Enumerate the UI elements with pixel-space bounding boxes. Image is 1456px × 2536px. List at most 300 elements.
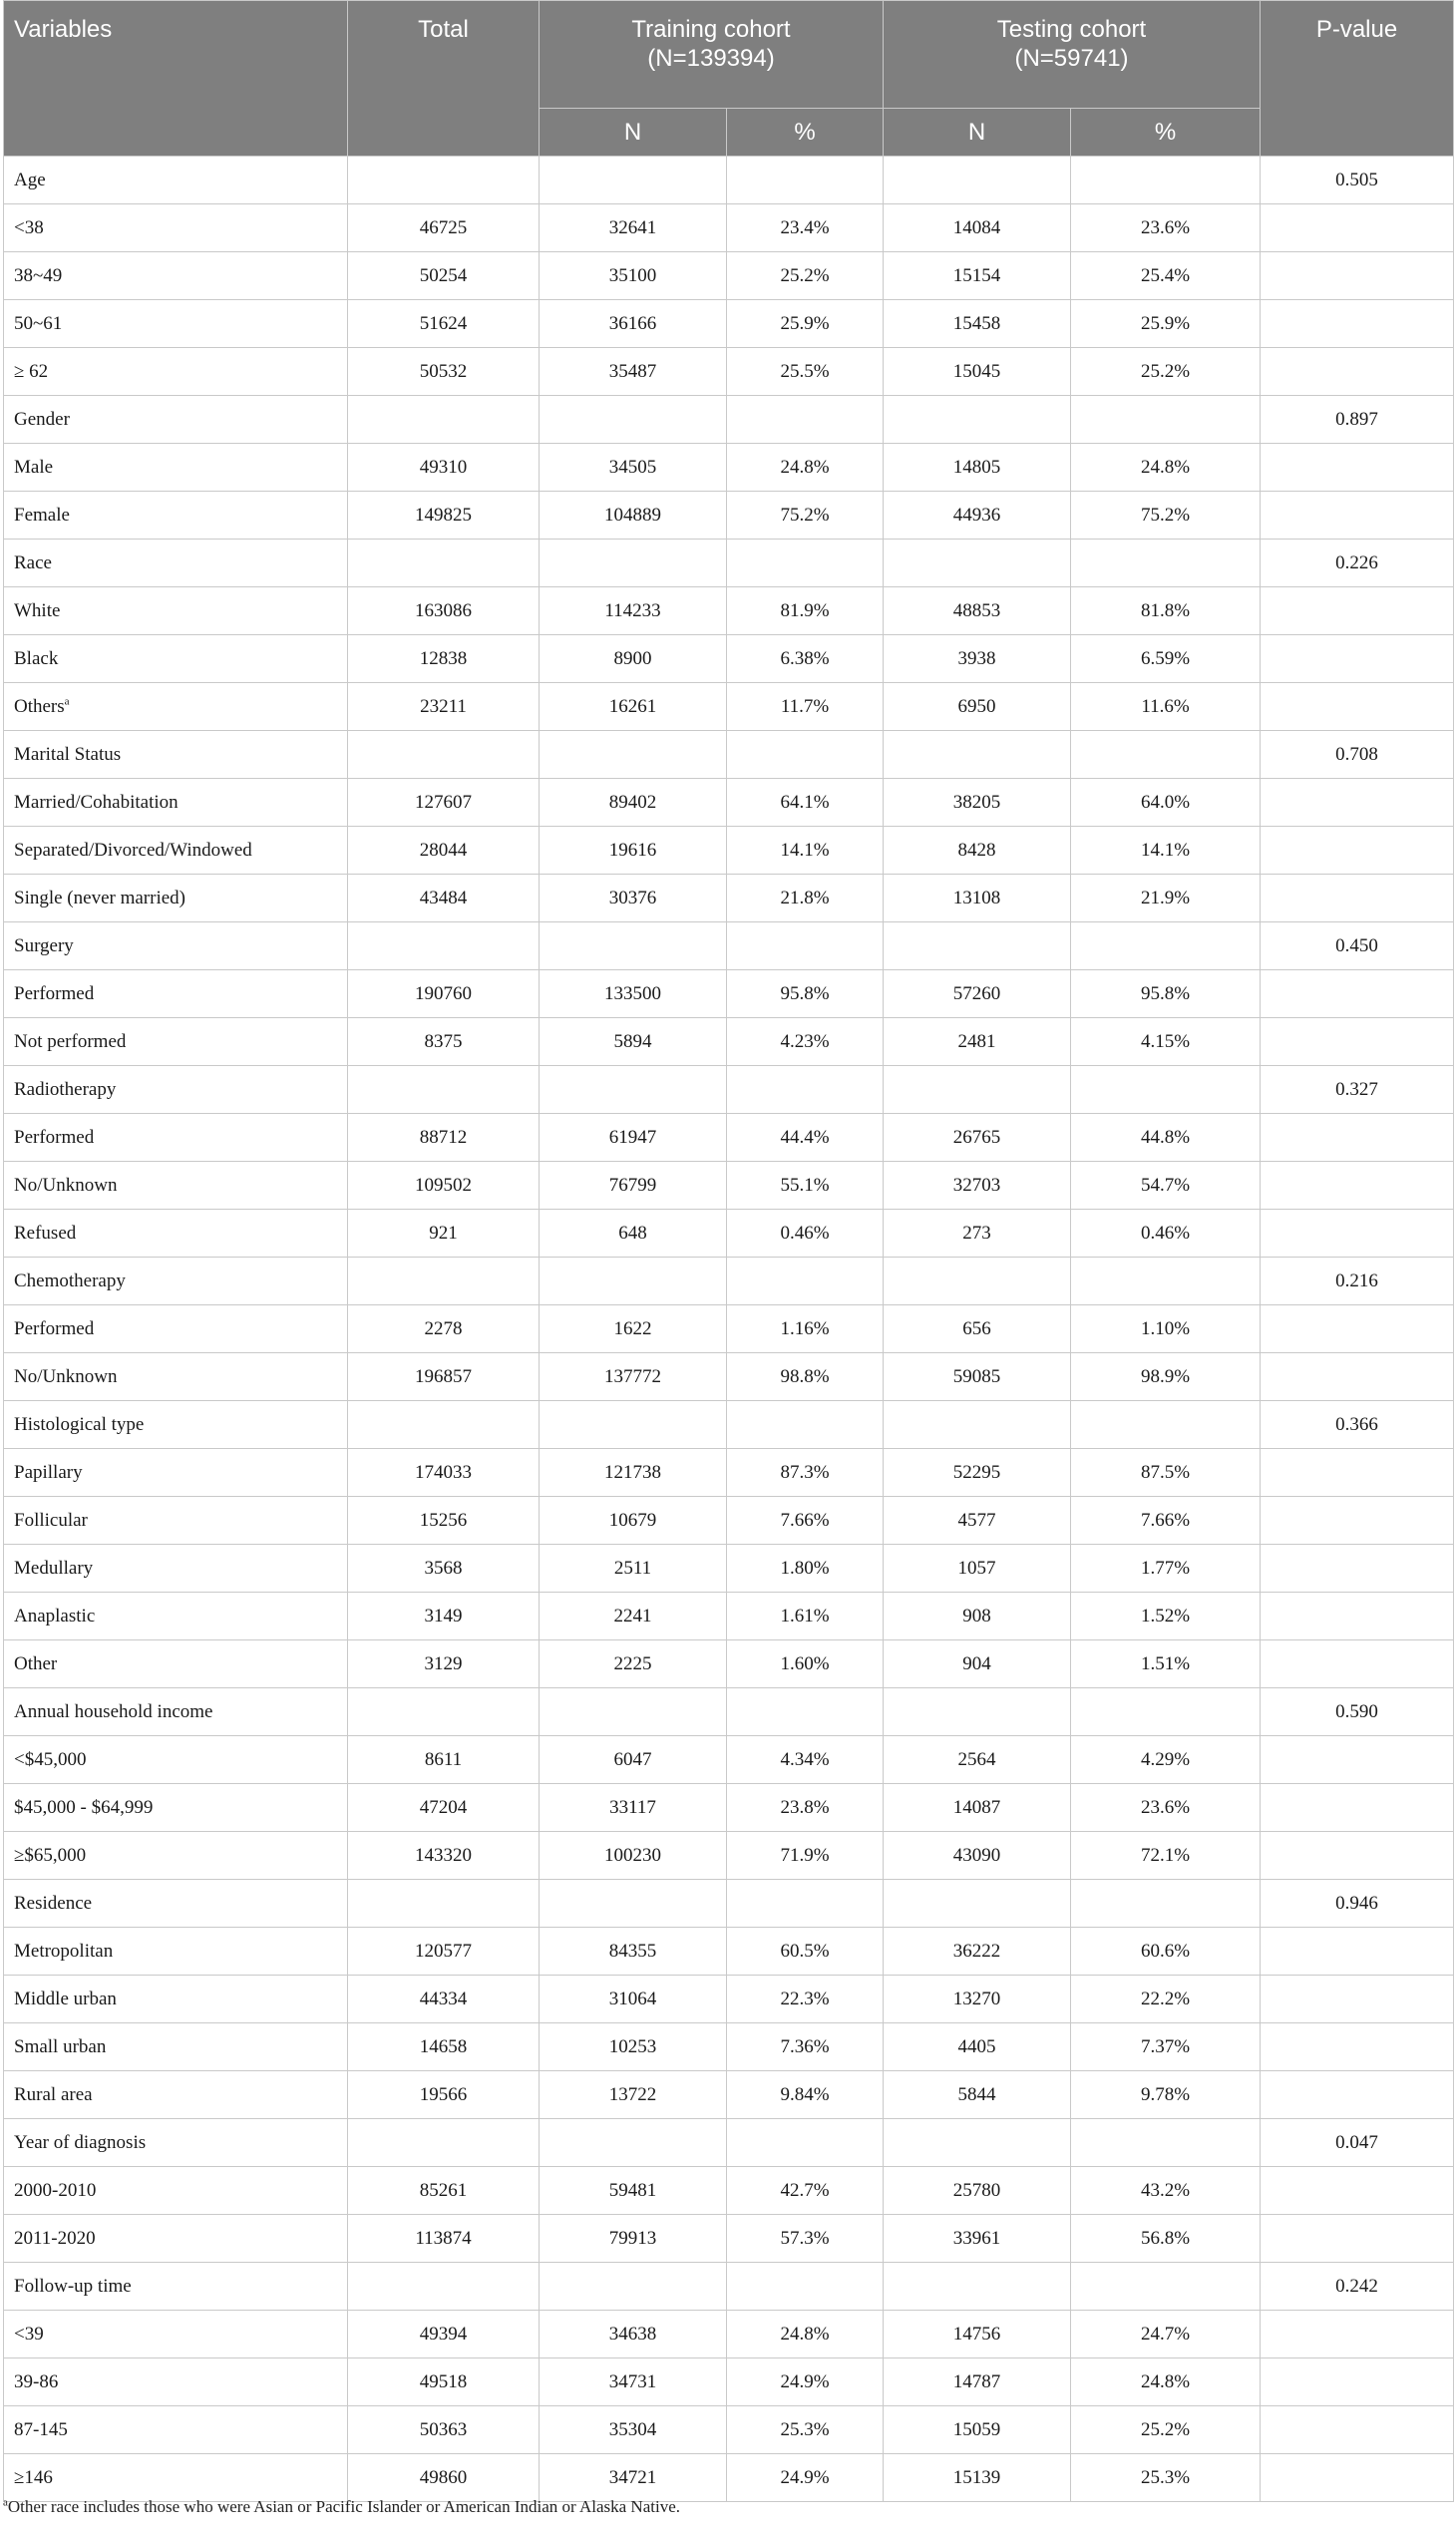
total-cell: 49860: [348, 2454, 540, 2502]
footnote-marker: a: [3, 2496, 8, 2509]
row-label: [4, 1018, 348, 1066]
testing-pct-cell: 21.9%: [1071, 875, 1261, 922]
training-pct-cell: [727, 1880, 884, 1928]
row-label: [4, 2454, 348, 2502]
row-label: [4, 2358, 348, 2406]
training-n-cell: 30376: [540, 875, 727, 922]
category-label: [4, 2119, 348, 2167]
category-row: [4, 396, 1454, 444]
training-pct-cell: 7.36%: [727, 2023, 884, 2071]
testing-n-cell: 52295: [884, 1449, 1071, 1497]
table-row: [4, 1784, 1454, 1832]
table-row: [4, 1640, 1454, 1688]
row-label: [4, 2167, 348, 2215]
total-cell: 113874: [348, 2215, 540, 2263]
testing-n-cell: [884, 1401, 1071, 1449]
testing-pct-cell: [1071, 1066, 1261, 1114]
training-pct-cell: 81.9%: [727, 587, 884, 635]
p-value-cell: [1261, 252, 1454, 300]
row-label-text: Rural area: [14, 2083, 93, 2105]
testing-pct-cell: 81.8%: [1071, 587, 1261, 635]
table-row: [4, 2358, 1454, 2406]
testing-n-cell: [884, 731, 1071, 779]
testing-pct-cell: 7.37%: [1071, 2023, 1261, 2071]
training-pct-cell: 24.8%: [727, 444, 884, 492]
table-row: [4, 1928, 1454, 1976]
row-label-text: Performed: [14, 1317, 95, 1339]
training-n-cell: 34638: [540, 2311, 727, 2358]
category-row: [4, 1688, 1454, 1736]
row-label: [4, 587, 348, 635]
testing-pct-cell: 24.8%: [1071, 2358, 1261, 2406]
training-pct-cell: 0.46%: [727, 1210, 884, 1258]
training-pct-cell: [727, 2119, 884, 2167]
testing-pct-cell: [1071, 1401, 1261, 1449]
training-n-cell: [540, 540, 727, 587]
p-value-cell: [1261, 2311, 1454, 2358]
row-label-text: 2000-2010: [14, 2179, 97, 2201]
row-label-text: Annual household income: [14, 1700, 213, 1722]
table-row: [4, 2311, 1454, 2358]
row-label: [4, 444, 348, 492]
category-label: [4, 396, 348, 444]
testing-n-cell: 25780: [884, 2167, 1071, 2215]
row-label: [4, 1114, 348, 1162]
testing-n-cell: 15139: [884, 2454, 1071, 2502]
training-pct-cell: 64.1%: [727, 779, 884, 827]
p-value-cell: [1261, 1976, 1454, 2023]
testing-n-cell: 14787: [884, 2358, 1071, 2406]
testing-pct-cell: 72.1%: [1071, 1832, 1261, 1880]
training-pct-cell: [727, 396, 884, 444]
header-p-value: P-value: [1261, 1, 1454, 157]
testing-pct-cell: 1.10%: [1071, 1305, 1261, 1353]
training-n-cell: 35487: [540, 348, 727, 396]
table-row: [4, 1353, 1454, 1401]
testing-n-cell: 13270: [884, 1976, 1071, 2023]
training-n-cell: [540, 1688, 727, 1736]
testing-n-cell: 2481: [884, 1018, 1071, 1066]
training-pct-cell: 7.66%: [727, 1497, 884, 1545]
testing-n-cell: 36222: [884, 1928, 1071, 1976]
header-training-pct: %: [727, 109, 884, 157]
row-label-text: $45,000 - $64,999: [14, 1796, 154, 1818]
row-label-text: Married/Cohabitation: [14, 791, 179, 813]
total-cell: 174033: [348, 1449, 540, 1497]
training-pct-cell: 95.8%: [727, 970, 884, 1018]
table-row: [4, 1736, 1454, 1784]
row-label: [4, 1545, 348, 1593]
cohort-characteristics-table: [3, 0, 1454, 2502]
table-row: [4, 1593, 1454, 1640]
testing-pct-cell: 14.1%: [1071, 827, 1261, 875]
testing-pct-cell: [1071, 396, 1261, 444]
p-value-cell: 0.505: [1261, 157, 1454, 204]
row-label-text: Marital Status: [14, 743, 122, 765]
table-row: [4, 1114, 1454, 1162]
row-label-text: Follow-up time: [14, 2275, 132, 2297]
row-label-text: Separated/Divorced/Windowed: [14, 839, 252, 861]
row-label-text: Year of diagnosis: [14, 2131, 147, 2153]
p-value-cell: [1261, 2167, 1454, 2215]
row-label-text: Radiotherapy: [14, 1078, 117, 1100]
testing-n-cell: 904: [884, 1640, 1071, 1688]
testing-n-cell: 33961: [884, 2215, 1071, 2263]
table-row: [4, 2167, 1454, 2215]
testing-n-cell: [884, 1688, 1071, 1736]
row-label-text: ≥146: [14, 2466, 53, 2488]
training-n-cell: 32641: [540, 204, 727, 252]
training-n-cell: 121738: [540, 1449, 727, 1497]
table-row: [4, 1162, 1454, 1210]
row-label-text: Gender: [14, 408, 70, 430]
row-label-text: Not performed: [14, 1030, 127, 1052]
p-value-cell: [1261, 1784, 1454, 1832]
total-cell: 163086: [348, 587, 540, 635]
row-label: [4, 2023, 348, 2071]
header-training-cohort: [540, 1, 884, 109]
category-row: [4, 1401, 1454, 1449]
table-row: [4, 875, 1454, 922]
testing-n-cell: 15154: [884, 252, 1071, 300]
training-n-cell: 2225: [540, 1640, 727, 1688]
total-cell: [348, 1401, 540, 1449]
total-cell: 109502: [348, 1162, 540, 1210]
total-cell: [348, 731, 540, 779]
testing-pct-cell: 1.77%: [1071, 1545, 1261, 1593]
table-row: [4, 779, 1454, 827]
training-pct-cell: 11.7%: [727, 683, 884, 731]
testing-pct-cell: 56.8%: [1071, 2215, 1261, 2263]
training-n-cell: 10679: [540, 1497, 727, 1545]
row-label-text: 87-145: [14, 2418, 68, 2440]
testing-n-cell: 43090: [884, 1832, 1071, 1880]
category-label: [4, 1066, 348, 1114]
testing-pct-cell: [1071, 1880, 1261, 1928]
testing-n-cell: [884, 2119, 1071, 2167]
p-value-cell: [1261, 827, 1454, 875]
row-label: [4, 1162, 348, 1210]
row-label: [4, 2311, 348, 2358]
p-value-cell: [1261, 1018, 1454, 1066]
testing-pct-cell: 24.7%: [1071, 2311, 1261, 2358]
row-label-text: Single (never married): [14, 887, 185, 908]
total-cell: 143320: [348, 1832, 540, 1880]
p-value-cell: [1261, 1928, 1454, 1976]
table-row: [4, 492, 1454, 540]
training-pct-cell: 44.4%: [727, 1114, 884, 1162]
row-label-text: No/Unknown: [14, 1365, 118, 1387]
total-cell: 47204: [348, 1784, 540, 1832]
row-label: [4, 1832, 348, 1880]
row-label-text: White: [14, 599, 61, 621]
p-value-cell: [1261, 1593, 1454, 1640]
total-cell: 15256: [348, 1497, 540, 1545]
row-label: [4, 1497, 348, 1545]
row-label-text: Female: [14, 504, 70, 526]
testing-n-cell: 57260: [884, 970, 1071, 1018]
training-n-cell: 10253: [540, 2023, 727, 2071]
p-value-cell: [1261, 587, 1454, 635]
row-label: [4, 2406, 348, 2454]
p-value-cell: [1261, 970, 1454, 1018]
testing-pct-cell: 22.2%: [1071, 1976, 1261, 2023]
training-pct-cell: 23.8%: [727, 1784, 884, 1832]
training-n-cell: [540, 922, 727, 970]
testing-n-cell: 26765: [884, 1114, 1071, 1162]
table-row: [4, 252, 1454, 300]
training-cohort-title: Training cohort: [631, 16, 791, 43]
p-value-cell: [1261, 779, 1454, 827]
table-row: [4, 1545, 1454, 1593]
testing-n-cell: 4577: [884, 1497, 1071, 1545]
total-cell: 14658: [348, 2023, 540, 2071]
category-row: [4, 2263, 1454, 2311]
total-cell: [348, 1066, 540, 1114]
table-header: [4, 1, 1454, 157]
training-n-cell: 137772: [540, 1353, 727, 1401]
row-label-text: Middle urban: [14, 1988, 117, 2009]
training-pct-cell: [727, 1401, 884, 1449]
table-row: [4, 587, 1454, 635]
training-pct-cell: [727, 2263, 884, 2311]
training-pct-cell: 71.9%: [727, 1832, 884, 1880]
table-row: [4, 970, 1454, 1018]
row-label-text: Medullary: [14, 1557, 94, 1579]
testing-pct-cell: 7.66%: [1071, 1497, 1261, 1545]
table-row: [4, 2454, 1454, 2502]
row-label: [4, 2071, 348, 2119]
header-total: Total: [348, 1, 540, 157]
testing-n-cell: 908: [884, 1593, 1071, 1640]
category-label: [4, 1880, 348, 1928]
training-pct-cell: 25.2%: [727, 252, 884, 300]
training-n-cell: [540, 1066, 727, 1114]
training-pct-cell: [727, 922, 884, 970]
row-label: [4, 875, 348, 922]
testing-pct-cell: 98.9%: [1071, 1353, 1261, 1401]
training-n-cell: 5894: [540, 1018, 727, 1066]
row-label-text: <39: [14, 2323, 44, 2345]
testing-pct-cell: [1071, 2119, 1261, 2167]
testing-pct-cell: 43.2%: [1071, 2167, 1261, 2215]
testing-pct-cell: [1071, 922, 1261, 970]
training-pct-cell: 42.7%: [727, 2167, 884, 2215]
training-pct-cell: 87.3%: [727, 1449, 884, 1497]
p-value-cell: [1261, 2023, 1454, 2071]
testing-pct-cell: 23.6%: [1071, 204, 1261, 252]
testing-n-cell: [884, 540, 1071, 587]
training-pct-cell: 14.1%: [727, 827, 884, 875]
training-pct-cell: 22.3%: [727, 1976, 884, 2023]
total-cell: 50363: [348, 2406, 540, 2454]
p-value-cell: 0.327: [1261, 1066, 1454, 1114]
training-pct-cell: [727, 1258, 884, 1305]
p-value-cell: [1261, 1353, 1454, 1401]
footnote-marker: a: [64, 695, 70, 708]
p-value-cell: 0.242: [1261, 2263, 1454, 2311]
footnote-text: Other race includes those who were Asian or Pacific Islander or American Indian or Alaska Native.: [7, 2497, 680, 2516]
training-pct-cell: 25.3%: [727, 2406, 884, 2454]
training-n-cell: [540, 157, 727, 204]
testing-pct-cell: 25.2%: [1071, 348, 1261, 396]
testing-n-cell: [884, 1066, 1071, 1114]
table-row: [4, 2215, 1454, 2263]
total-cell: 23211: [348, 683, 540, 731]
p-value-cell: [1261, 1736, 1454, 1784]
training-n-cell: 2241: [540, 1593, 727, 1640]
testing-pct-cell: [1071, 540, 1261, 587]
training-cohort-n: (N=139394): [647, 45, 775, 72]
category-label: [4, 731, 348, 779]
table-row: [4, 2406, 1454, 2454]
training-n-cell: 84355: [540, 1928, 727, 1976]
testing-n-cell: 5844: [884, 2071, 1071, 2119]
row-label-text: Follicular: [14, 1509, 88, 1531]
p-value-cell: 0.216: [1261, 1258, 1454, 1305]
category-row: [4, 157, 1454, 204]
training-pct-cell: 24.9%: [727, 2454, 884, 2502]
training-n-cell: [540, 1880, 727, 1928]
testing-pct-cell: 4.29%: [1071, 1736, 1261, 1784]
total-cell: [348, 922, 540, 970]
row-label-text: ≥ 62: [14, 360, 49, 382]
training-n-cell: 6047: [540, 1736, 727, 1784]
row-label-text: 50~61: [14, 312, 63, 334]
total-cell: [348, 1258, 540, 1305]
testing-n-cell: 656: [884, 1305, 1071, 1353]
row-label: [4, 1449, 348, 1497]
training-pct-cell: 25.5%: [727, 348, 884, 396]
testing-n-cell: 6950: [884, 683, 1071, 731]
training-pct-cell: [727, 540, 884, 587]
training-pct-cell: [727, 1688, 884, 1736]
testing-pct-cell: 24.8%: [1071, 444, 1261, 492]
training-pct-cell: 1.61%: [727, 1593, 884, 1640]
testing-pct-cell: 75.2%: [1071, 492, 1261, 540]
testing-n-cell: 14756: [884, 2311, 1071, 2358]
p-value-cell: [1261, 300, 1454, 348]
testing-n-cell: 14087: [884, 1784, 1071, 1832]
total-cell: [348, 2119, 540, 2167]
table-row: [4, 444, 1454, 492]
training-pct-cell: 4.23%: [727, 1018, 884, 1066]
training-n-cell: 104889: [540, 492, 727, 540]
row-label: [4, 2215, 348, 2263]
total-cell: [348, 1688, 540, 1736]
row-label: [4, 1784, 348, 1832]
total-cell: [348, 396, 540, 444]
training-pct-cell: 55.1%: [727, 1162, 884, 1210]
table-row: [4, 827, 1454, 875]
testing-cohort-title: Testing cohort: [996, 16, 1147, 43]
category-label: [4, 540, 348, 587]
training-n-cell: 19616: [540, 827, 727, 875]
total-cell: 85261: [348, 2167, 540, 2215]
training-n-cell: 8900: [540, 635, 727, 683]
testing-pct-cell: 0.46%: [1071, 1210, 1261, 1258]
training-n-cell: 76799: [540, 1162, 727, 1210]
row-label-text: Chemotherapy: [14, 1269, 126, 1291]
total-cell: 149825: [348, 492, 540, 540]
p-value-cell: 0.047: [1261, 2119, 1454, 2167]
row-label-text: ≥$65,000: [14, 1844, 87, 1866]
row-label-text: Others: [14, 695, 65, 717]
category-row: [4, 1066, 1454, 1114]
total-cell: 28044: [348, 827, 540, 875]
row-label: [4, 1640, 348, 1688]
row-label: [4, 635, 348, 683]
testing-n-cell: 15458: [884, 300, 1071, 348]
row-label: [4, 1736, 348, 1784]
testing-n-cell: [884, 1258, 1071, 1305]
row-label: [4, 827, 348, 875]
testing-pct-cell: [1071, 157, 1261, 204]
category-label: [4, 1401, 348, 1449]
total-cell: 49310: [348, 444, 540, 492]
testing-n-cell: 273: [884, 1210, 1071, 1258]
category-label: [4, 1258, 348, 1305]
training-pct-cell: 1.60%: [727, 1640, 884, 1688]
row-label: [4, 1593, 348, 1640]
testing-pct-cell: 60.6%: [1071, 1928, 1261, 1976]
testing-pct-cell: [1071, 1258, 1261, 1305]
training-pct-cell: 25.9%: [727, 300, 884, 348]
total-cell: 51624: [348, 300, 540, 348]
training-n-cell: 133500: [540, 970, 727, 1018]
testing-n-cell: 8428: [884, 827, 1071, 875]
table-row: [4, 2071, 1454, 2119]
training-n-cell: 61947: [540, 1114, 727, 1162]
p-value-cell: [1261, 492, 1454, 540]
row-label: [4, 1928, 348, 1976]
row-label-text: Histological type: [14, 1413, 145, 1435]
p-value-cell: [1261, 2071, 1454, 2119]
total-cell: 3568: [348, 1545, 540, 1593]
header-variables: Variables: [4, 1, 348, 157]
category-row: [4, 731, 1454, 779]
row-label-text: No/Unknown: [14, 1174, 118, 1196]
total-cell: 49394: [348, 2311, 540, 2358]
training-pct-cell: 4.34%: [727, 1736, 884, 1784]
training-n-cell: 34505: [540, 444, 727, 492]
row-label-text: Black: [14, 647, 59, 669]
p-value-cell: [1261, 1640, 1454, 1688]
p-value-cell: [1261, 1210, 1454, 1258]
testing-pct-cell: 25.2%: [1071, 2406, 1261, 2454]
category-label: [4, 2263, 348, 2311]
category-row: [4, 2119, 1454, 2167]
training-n-cell: 34721: [540, 2454, 727, 2502]
training-pct-cell: [727, 1066, 884, 1114]
training-pct-cell: 57.3%: [727, 2215, 884, 2263]
row-label-text: Residence: [14, 1892, 93, 1914]
row-label: [4, 252, 348, 300]
total-cell: 50254: [348, 252, 540, 300]
row-label-text: Other: [14, 1652, 58, 1674]
testing-pct-cell: 25.4%: [1071, 252, 1261, 300]
testing-pct-cell: 1.51%: [1071, 1640, 1261, 1688]
table-row: [4, 2023, 1454, 2071]
row-label: [4, 204, 348, 252]
testing-n-cell: [884, 1880, 1071, 1928]
row-label-text: Performed: [14, 1126, 95, 1148]
category-row: [4, 1880, 1454, 1928]
table-row: [4, 1497, 1454, 1545]
training-pct-cell: [727, 157, 884, 204]
p-value-cell: [1261, 348, 1454, 396]
testing-cohort-n: (N=59741): [1014, 45, 1129, 72]
